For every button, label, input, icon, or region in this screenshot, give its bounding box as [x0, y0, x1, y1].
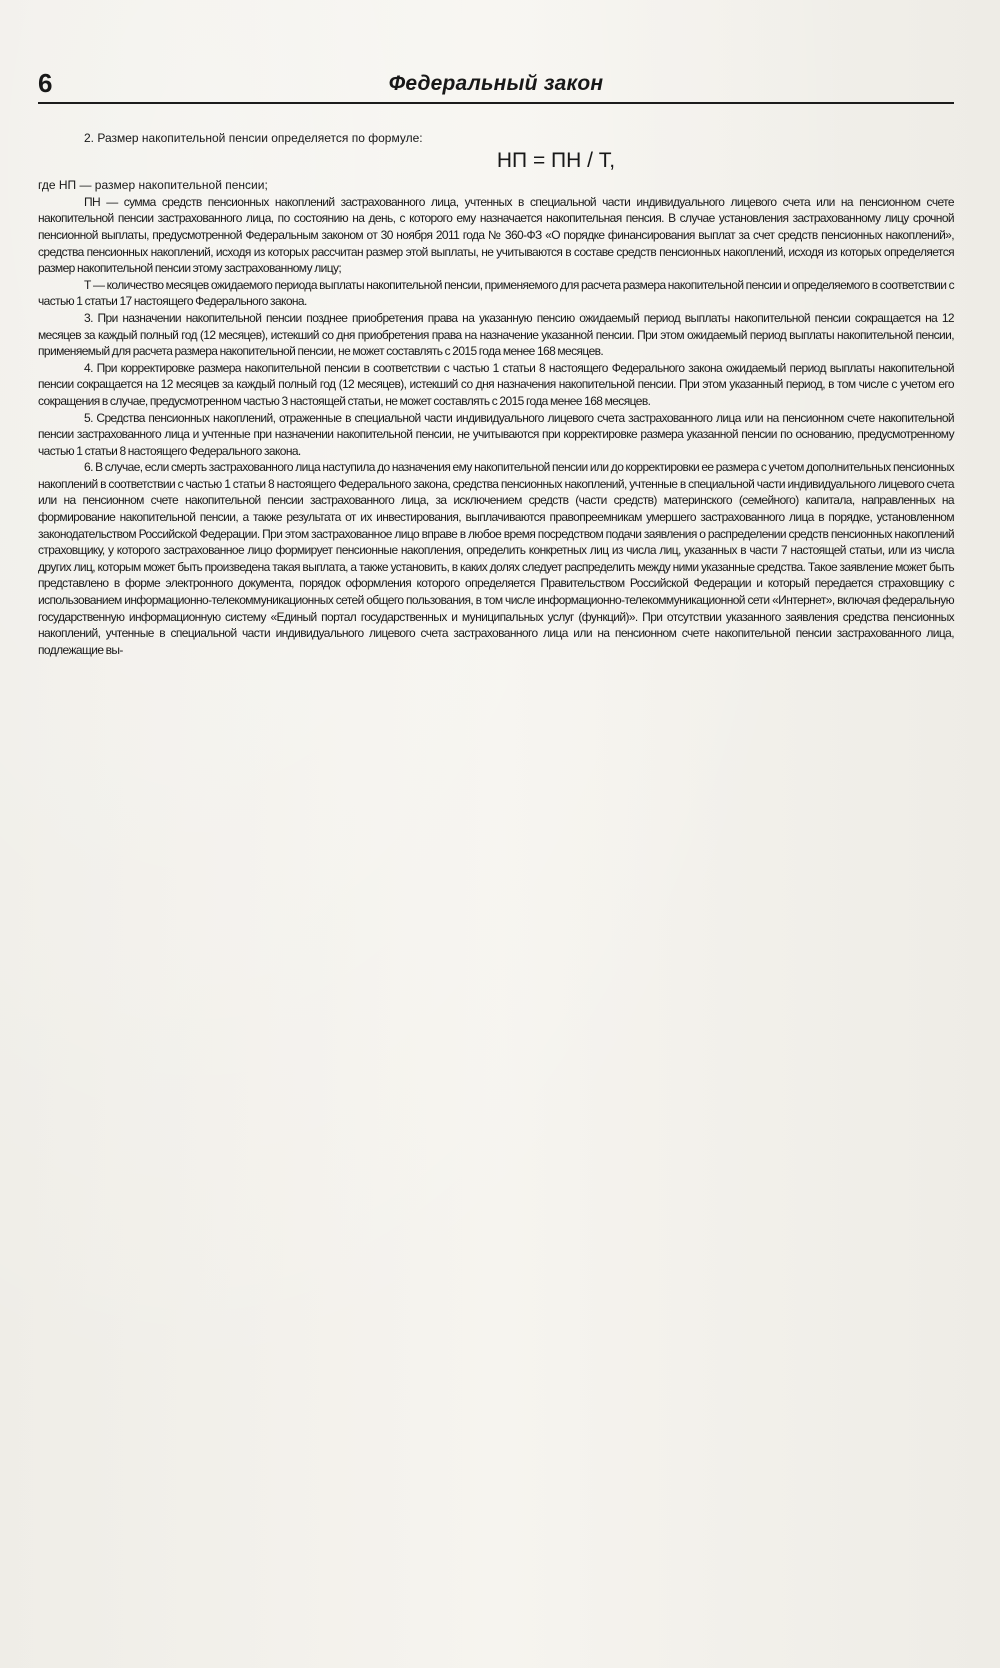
- paragraph-4: 4. При корректировке размера накопительной пенсии в соответствии с частью 1 статьи 8 настоящего Федерального закона ожидаемый период выплаты накопительной пенсии сокращается на 12 месяцев за каждый полный год (12 месяцев), истекший со дня назначения накопительной пенсии. При этом указанный период, в том числе с учетом его сокращения в случае, предусмотренном частью 3 настоящей статьи, не может составлять с 2015 года менее 168 месяцев.: [38, 360, 954, 408]
- paragraph-2-intro: 2. Размер накопительной пенсии определяется по формуле:: [84, 131, 423, 145]
- formula: НП = ПН / Т,: [496, 148, 616, 172]
- running-header: [38, 64, 954, 104]
- page-number: 6: [38, 68, 53, 98]
- running-title: Федеральный закон: [388, 72, 604, 95]
- paragraph-3: 3. При назначении накопительной пенсии позднее приобретения права на указанную пенсию ожидаемый период выплаты накопительной пенсии сокращается на 12 месяцев за каждый полный год (12 месяцев), истекший со дня приобретения права на назначение указанной пенсии. При этом ожидаемый период выплаты накопительной пенсии, применяемый для расчета размера накопительной пенсии, не может составлять с 2015 года менее 168 месяцев.: [38, 310, 954, 359]
- paragraph-pn-definition: ПН — сумма средств пенсионных накоплений застрахованного лица, учтенных в специальной части индивидуального лицевого счета или на пенсионном счете накопительной пенсии застрахованного лица, по состоянию на день, с которого ему назначается накопительная пенсия. В случае установления застрахованному лицу срочной пенсионной выплаты, предусмотренной Федеральным законом от 30 ноября 2011 года № 360-ФЗ «О порядке финансирования выплат за счет средств пенсионных накоплений», средства пенсионных накоплений, исходя из которых рассчитан размер этой выплаты, не учитываются в составе средств пенсионных накоплений, исходя из которых определяется размер накопительной пенсии этому застрахованному лицу;: [38, 194, 954, 276]
- body-text: [38, 130, 954, 658]
- paragraph-t-definition: Т — количество месяцев ожидаемого периода выплаты накопительной пенсии, применяемого для расчета размера накопительной пенсии и определяемого в соответствии с частью 1 статьи 17 настоящего Федерального закона.: [38, 277, 955, 309]
- paragraph-np-definition: где НП — размер накопительной пенсии;: [38, 178, 268, 193]
- paragraph-6: 6. В случае, если смерть застрахованного лица наступила до назначения ему накопительной пенсии или до корректировки ее размера с учетом дополнительных пенсионных накоплений в соответствии с частью 1 статьи 8 настоящего Федерального закона, средства пенсионных накоплений, учтенные в специальной части индивидуального лицевого счета или на пенсионном счете накопительной пенсии застрахованного лица, за исключением средств (части средств) материнского (семейного) капитала, направленных на формирование накопительной пенсии, а также результата от их инвестирования, выплачиваются правопреемникам умершего застрахованного лица в порядке, установленном законодательством Российской Федерации. При этом застрахованное лицо вправе в любое время посредством подачи заявления о распределении средств пенсионных накоплений страховщику, у которого застрахованное лицо формирует пенсионные накопления, определить конкретных лиц из числа лиц, указанных в части 7 настоящей статьи, или из числа других лиц, которым может быть произведена такая выплата, а также установить, в каких долях следует распределить между ними указанные средства. Такое заявление может быть представлено в форме электронного документа, порядок оформления которого определяется Правительством Российской Федерации и который передается страховщику с использованием информационно-телекоммуникационных сетей общего пользования, в том числе информационно-телекоммуникационной сети «Интернет», включая федеральную государственную информационную систему «Единый портал государственных и муниципальных услуг (функций)». При отсутствии указанного заявления средства пенсионных накоплений, учтенные в специальной части индивидуального лицевого счета застрахованного лица или на пенсионном счете накопительной пенсии застрахованного лица, подлежащие вы-: [38, 460, 954, 657]
- paragraph-5: 5. Средства пенсионных накоплений, отраженные в специальной части индивидуального лицевого счета застрахованного лица или на пенсионном счете накопительной пенсии застрахованного лица и учтенные при назначении накопительной пенсии, не учитываются при корректировке размера указанной пенсии по основанию, предусмотренному частью 1 статьи 8 настоящего Федерального закона.: [38, 410, 954, 458]
